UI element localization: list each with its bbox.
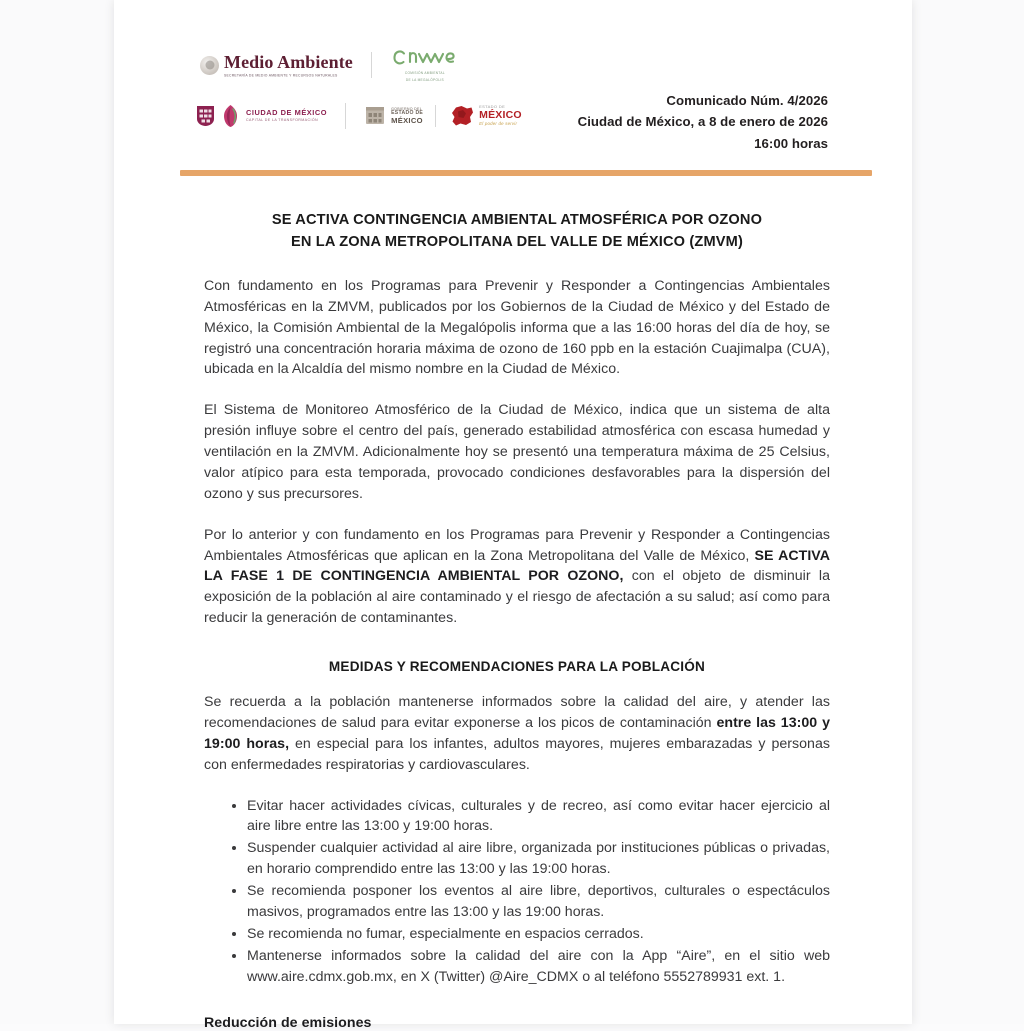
communique-place-date: Ciudad de México, a 8 de enero de 2026: [577, 114, 828, 130]
mexican-eagle-seal-icon: [200, 56, 219, 75]
logo-divider: [435, 105, 436, 127]
edomex-line2: ESTADO DE: [391, 109, 424, 116]
cdmx-flower-icon: [221, 104, 240, 128]
medio-ambiente-subtitle: SECRETARÍA DE MEDIO AMBIENTE Y RECURSOS NATURALES: [224, 72, 338, 77]
document-page: [114, 0, 912, 1031]
edomex-line3: MÉXICO: [391, 115, 423, 125]
list-item: Suspender cualquier actividad al aire libre, organizada por instituciones públicas o privadas, en horario comprendido entre las 13:00 y las 19:00 horas.: [232, 838, 830, 880]
measures-intro-part2: en especial para los infantes, adultos mayores, mujeres embarazadas y personas con enfermedades respiratorias y cardiovasculares.: [204, 735, 830, 773]
paragraph-3-part1: Por lo anterior y con fundamento en los Programas para Prevenir y Responder a Contingencias Ambientales Atmosféricas que aplican en la Zona Metropolitana del Valle de México,: [204, 526, 830, 564]
cdmx-subtitle: CAPITAL DE LA TRANSFORMACIÓN: [246, 117, 319, 122]
recommendations-list: [204, 796, 830, 988]
logo-ciudad-de-mexico: [196, 104, 327, 128]
logo-came: [390, 47, 460, 83]
logo-divider: [345, 103, 346, 129]
poder-line2: MÉXICO: [479, 108, 522, 121]
list-item: Se recomienda no fumar, especialmente en espacios cerrados.: [232, 924, 830, 945]
page-title-line2: EN LA ZONA METROPOLITANA DEL VALLE DE MÉXICO (ZMVM): [291, 234, 743, 251]
logo-medio-ambiente: [200, 53, 353, 77]
poder-tagline: El poder de servir: [479, 120, 518, 126]
cdmx-title: CIUDAD DE MÉXICO: [246, 108, 328, 118]
poder-line1: ESTADO DE: [479, 104, 506, 110]
page-title: [204, 210, 830, 254]
paragraph-2: El Sistema de Monitoreo Atmosférico de la Ciudad de México, indica que un sistema de alta presión influye sobre el centro del país, generado estabilidad atmosférica con escasa humedad y ventilación en la ZMVM. Adicionalmente hoy se presentó una temperatura máxima de 25 Celsius, valor atípico para esta temporada, provocado condiciones desfavorables para la dispersión del ozono y sus precursores.: [204, 402, 830, 502]
communique-time: 16:00 horas: [754, 135, 828, 151]
page-title-line1: SE ACTIVA CONTINGENCIA AMBIENTAL ATMOSFÉRICA POR OZONO: [271, 212, 763, 229]
paragraph-3: [204, 525, 830, 629]
measures-heading: MEDIDAS Y RECOMENDACIONES PARA LA POBLACIÓN: [328, 659, 706, 675]
communique-number: Comunicado Núm. 4/2026: [666, 93, 828, 108]
edomex-line1: GOBIERNO DEL: [391, 106, 423, 111]
measures-intro-part1: Se recuerda a la población mantenerse informados sobre la calidad del aire, y atender las recomendaciones de salud para evitar exponerse a los picos de contaminación: [204, 694, 830, 731]
paragraph-3-part2: con el objeto de disminuir la exposición de la población al aire contaminado y el riesgo de afectación a su salud; así como para reducir la generación de contaminantes.: [204, 568, 830, 627]
medio-ambiente-title: Medio Ambiente: [224, 52, 353, 73]
list-item: Se recomienda posponer los eventos al aire libre, deportivos, culturales o espectáculos masivos, programados entre las 13:00 y las 19:00 horas.: [232, 881, 830, 923]
paragraph-3-emphasis: SE ACTIVA LA FASE 1 DE CONTINGENCIA AMBIENTAL POR OZONO,: [204, 547, 830, 585]
logo-row-primary: [138, 46, 888, 84]
logo-gobierno-estado-de-mexico: [364, 104, 423, 128]
came-wordmark-icon: [390, 47, 460, 69]
footer-section-heading: Reducción de emisiones: [204, 1015, 372, 1031]
paragraph-1: Con fundamento en los Programas para Prevenir y Responder a Contingencias Ambientales Atmosféricas en la ZMVM, publicados por los Gobiernos de la Ciudad de México y del Estado de México, la Comisión Ambiental de la Megalópolis informa que a las 16:00 horas del día de hoy, se registró una concentración horaria máxima de ozono de 160 ppb en la estación Cuajimalpa (CUA), ubicada en la Alcaldía del mismo nombre en la Ciudad de México.: [204, 277, 830, 378]
edomex-state-silhouette-icon: [448, 103, 476, 129]
measures-intro-emphasis: entre las 13:00 y 19:00 horas,: [204, 714, 830, 752]
logo-divider: [371, 52, 372, 78]
cdmx-shield-icon: [196, 105, 215, 127]
edomex-crest-icon: [364, 104, 386, 128]
came-subtitle-line1: COMISIÓN AMBIENTAL: [404, 71, 445, 76]
document-body: [138, 210, 888, 1031]
logo-estado-de-mexico-poder-servir: [448, 103, 522, 129]
measures-intro: [204, 692, 830, 776]
list-item: Mantenerse informados sobre la calidad del aire con la App “Aire”, en el sitio web www.aire.cdmx.gob.mx, en X (Twitter) @Aire_CDMX o al teléfono 5552789931 ext. 1.: [232, 946, 830, 988]
list-item: Evitar hacer actividades cívicas, culturales y de recreo, así como evitar hacer ejercicio al aire libre entre las 13:00 y 19:00 horas.: [232, 796, 830, 838]
came-subtitle-line2: DE LA MEGALÓPOLIS: [405, 78, 444, 82]
header-accent-rule: [180, 170, 872, 176]
